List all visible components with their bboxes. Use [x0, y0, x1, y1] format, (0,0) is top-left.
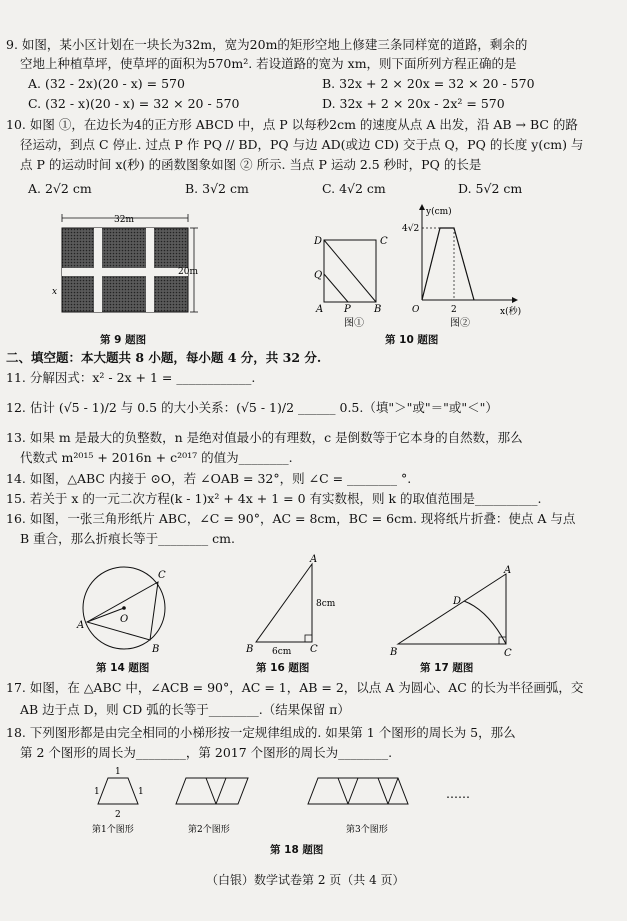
q10-option-c: C. 4√2 cm	[322, 181, 386, 196]
figure-18	[80, 762, 500, 842]
fig10-label-d: D	[314, 236, 323, 247]
section-2-heading: 二、填空题：本大题共 8 小题，每小题 4 分，共 32 分.	[6, 350, 322, 365]
fig16-label-a: A	[310, 554, 318, 565]
q9-option-b: B. 32x + 2 × 20x = 32 × 20 - 570	[322, 76, 535, 91]
q14: 14. 如图，△ABC 内接于 ⊙O，若 ∠OAB = 32°，则 ∠C = ________ °.	[6, 471, 412, 486]
q11: 11. 分解因式：x² - 2x + 1 = ____________.	[6, 370, 256, 385]
fig17-caption: 第 17 题图	[420, 662, 474, 674]
figure-17	[388, 564, 518, 660]
fig10-label-b: B	[374, 304, 382, 315]
fig10-sub2: 图②	[450, 318, 470, 329]
q16-line1: 16. 如图，一张三角形纸片 ABC，∠C = 90°，AC = 8cm，BC = 6cm. 现将纸片折叠：使点 A 与点	[6, 511, 576, 526]
fig9-width-label: 20m	[178, 267, 198, 277]
fig10-caption: 第 10 题图	[385, 334, 439, 346]
q10-option-b: B. 3√2 cm	[185, 181, 249, 196]
fig9-x-label: x	[52, 287, 58, 297]
figure-16	[238, 552, 338, 660]
fig10-y-tick: 4√2	[402, 224, 420, 234]
figure-14	[70, 558, 180, 658]
fig14-caption: 第 14 题图	[96, 662, 150, 674]
fig18-label-1: 第1个图形	[92, 825, 134, 835]
figure-10-2	[396, 200, 526, 330]
q10-line1: 10. 如图 ①，在边长为4的正方形 ABCD 中，点 P 以每秒2cm 的速度从点 A 出发，沿 AB → BC 的路	[6, 117, 578, 132]
q9-line1: 9. 如图，某小区计划在一块长为32m，宽为20m的矩形空地上修建三条同样宽的道路，剩余的	[6, 37, 528, 52]
fig10-label-q: Q	[314, 270, 323, 281]
q18-line2: 第 2 个图形的周长为________，第 2017 个图形的周长为________.	[20, 745, 393, 760]
page-footer: （白银）数学试卷第 2 页（共 4 页）	[206, 873, 405, 887]
fig10-label-p: P	[344, 304, 351, 315]
q10-option-a: A. 2√2 cm	[28, 181, 92, 196]
fig14-label-b: B	[152, 644, 160, 655]
fig16-bc-label: 6cm	[272, 647, 292, 657]
q17-line2: AB 边于点 D，则 CD 弧的长等于________.（结果保留 π）	[20, 702, 350, 717]
fig18-right-label: 1	[138, 787, 144, 797]
q10-line2: 径运动，到点 C 停止. 过点 P 作 PQ // BD，PQ 与边 AD(或边 CD) 交于点 Q，PQ 的长度 y(cm) 与	[20, 137, 584, 152]
fig16-caption: 第 16 题图	[256, 662, 310, 674]
fig9-caption: 第 9 题图	[100, 334, 147, 346]
q13-line1: 13. 如果 m 是最大的负整数，n 是绝对值最小的有理数，c 是倒数等于它本身的自然数，那么	[6, 430, 523, 445]
fig18-dots: ……	[446, 787, 470, 801]
figure-10-1	[308, 228, 398, 328]
figure-9	[40, 210, 210, 320]
q18-line1: 18. 下列图形都是由完全相同的小梯形按一定规律组成的. 如果第 1 个图形的周长为 5，那么	[6, 725, 516, 740]
fig16-label-b: B	[246, 644, 254, 655]
fig16-label-c: C	[310, 644, 318, 655]
q9-option-a: A. (32 - 2x)(20 - x) = 570	[28, 76, 185, 91]
fig9-length-label: 32m	[114, 215, 134, 225]
fig10-sub1: 图①	[344, 318, 364, 328]
q16-line2: B 重合，那么折痕长等于________ cm.	[20, 531, 235, 546]
fig17-label-b: B	[390, 647, 398, 658]
fig18-label-3: 第3个图形	[346, 825, 388, 835]
fig18-caption: 第 18 题图	[270, 844, 324, 856]
fig10-label-a: A	[316, 304, 324, 315]
fig14-label-a: A	[77, 620, 85, 631]
fig10-label-c: C	[380, 236, 388, 247]
q15: 15. 若关于 x 的一元二次方程(k - 1)x² + 4x + 1 = 0 有实数根，则 k 的取值范围是__________.	[6, 491, 542, 506]
q10-line3: 点 P 的运动时间 x(秒) 的函数图象如图 ② 所示. 当点 P 运动 2.5 秒时，PQ 的长是	[20, 157, 482, 172]
fig10-x-tick: 2	[451, 305, 457, 315]
fig18-left-label: 1	[94, 787, 100, 797]
fig10-x-axis-label: x(秒)	[500, 307, 522, 317]
fig18-top-label: 1	[115, 767, 121, 777]
fig17-label-d: D	[453, 596, 462, 607]
q9-option-c: C. (32 - x)(20 - x) = 32 × 20 - 570	[28, 96, 240, 111]
fig14-label-c: C	[158, 570, 166, 581]
fig17-label-a: A	[504, 565, 512, 576]
q17-line1: 17. 如图，在 △ABC 中，∠ACB = 90°，AC = 1，AB = 2，以点 A 为圆心、AC 的长为半径画弧，交	[6, 680, 584, 695]
q9-option-d: D. 32x + 2 × 20x - 2x² = 570	[322, 96, 505, 111]
fig17-label-c: C	[504, 648, 512, 659]
fig18-bottom-label: 2	[115, 810, 121, 820]
fig10-origin: O	[412, 305, 420, 315]
fig10-y-axis-label: y(cm)	[426, 207, 452, 217]
q9-line2: 空地上种植草坪，使草坪的面积为570m². 若设道路的宽为 xm，则下面所列方程正确的是	[20, 56, 517, 71]
fig16-ac-label: 8cm	[316, 599, 336, 609]
q10-option-d: D. 5√2 cm	[458, 181, 523, 196]
q12: 12. 估计 (√5 - 1)/2 与 0.5 的大小关系：(√5 - 1)/2 ______ 0.5.（填"＞"或"＝"或"＜"）	[6, 400, 498, 415]
fig18-label-2: 第2个图形	[188, 825, 230, 835]
fig14-label-o: O	[120, 614, 129, 625]
q13-line2: 代数式 m²⁰¹⁵ + 2016n + c²⁰¹⁷ 的值为________.	[20, 450, 293, 465]
